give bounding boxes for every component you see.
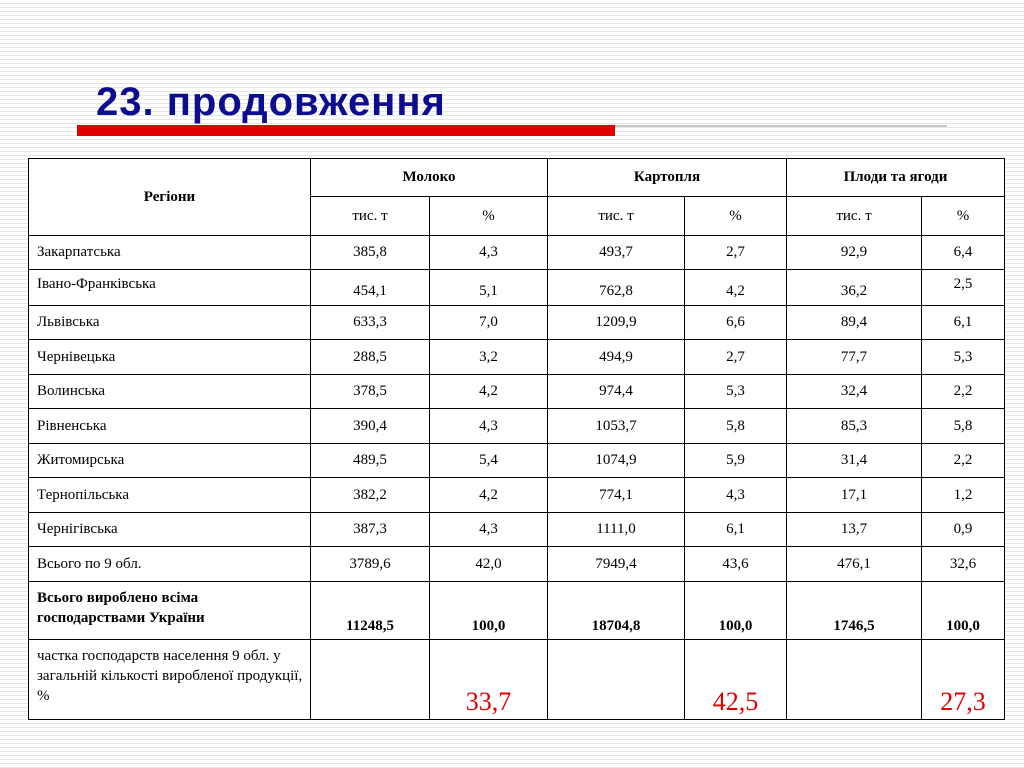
value-cell: 17,1 — [787, 478, 922, 513]
value-cell: 489,5 — [311, 444, 430, 478]
region-cell: Івано-Франківська — [29, 270, 311, 306]
value-cell: 5,3 — [685, 375, 787, 409]
value-cell: 2,7 — [685, 340, 787, 375]
value-cell: 4,3 — [430, 236, 548, 270]
region-cell: Львівська — [29, 306, 311, 340]
total-value-cell: 18704,8 — [548, 582, 685, 640]
value-cell: 77,7 — [787, 340, 922, 375]
value-cell: 13,7 — [787, 513, 922, 547]
share-row — [29, 640, 1005, 720]
value-cell: 5,1 — [430, 270, 548, 306]
table-row — [29, 270, 1005, 306]
unit-header: % — [685, 197, 787, 236]
value-cell: 494,9 — [548, 340, 685, 375]
region-cell: Закарпатська — [29, 236, 311, 270]
table-row — [29, 513, 1005, 547]
empty-cell — [787, 640, 922, 720]
region-header: Регіони — [29, 159, 311, 236]
value-cell: 6,1 — [685, 513, 787, 547]
title-underline-gray — [615, 125, 947, 127]
total-row-label: Всього вироблено всіма господарствами України — [29, 582, 311, 640]
total-value-cell: 100,0 — [430, 582, 548, 640]
value-cell: 4,2 — [430, 478, 548, 513]
value-cell: 2,2 — [922, 375, 1005, 409]
value-cell: 774,1 — [548, 478, 685, 513]
value-cell: 7949,4 — [548, 547, 685, 582]
value-cell: 36,2 — [787, 270, 922, 306]
region-cell: Волинська — [29, 375, 311, 409]
value-cell: 1053,7 — [548, 409, 685, 444]
group-header-fruits: Плоди та ягоди — [787, 159, 1005, 197]
value-cell: 5,9 — [685, 444, 787, 478]
value-cell: 6,6 — [685, 306, 787, 340]
table-row — [29, 375, 1005, 409]
unit-header: тис. т — [548, 197, 685, 236]
value-cell: 92,9 — [787, 236, 922, 270]
value-cell: 378,5 — [311, 375, 430, 409]
share-value-milk: 33,7 — [430, 640, 548, 720]
total-value-cell: 1746,5 — [787, 582, 922, 640]
slide-title: 23. продовження — [96, 80, 446, 124]
value-cell: 3789,6 — [311, 547, 430, 582]
total-value-cell: 100,0 — [685, 582, 787, 640]
value-cell: 4,3 — [430, 513, 548, 547]
value-cell: 974,4 — [548, 375, 685, 409]
value-cell: 89,4 — [787, 306, 922, 340]
value-cell: 31,4 — [787, 444, 922, 478]
value-cell: 32,4 — [787, 375, 922, 409]
value-cell: 382,2 — [311, 478, 430, 513]
total-value-cell: 100,0 — [922, 582, 1005, 640]
table-row — [29, 340, 1005, 375]
value-cell: 6,1 — [922, 306, 1005, 340]
region-cell: Тернопільська — [29, 478, 311, 513]
value-cell: 1111,0 — [548, 513, 685, 547]
value-cell: 2,7 — [685, 236, 787, 270]
title-underline-red — [77, 125, 615, 136]
table-row — [29, 444, 1005, 478]
value-cell: 5,3 — [922, 340, 1005, 375]
value-cell: 85,3 — [787, 409, 922, 444]
value-cell: 2,2 — [922, 444, 1005, 478]
value-cell: 288,5 — [311, 340, 430, 375]
value-cell: 5,8 — [685, 409, 787, 444]
table-row — [29, 306, 1005, 340]
value-cell: 385,8 — [311, 236, 430, 270]
header-row-groups — [29, 159, 1005, 197]
value-cell: 4,3 — [685, 478, 787, 513]
share-value-potato: 42,5 — [685, 640, 787, 720]
value-cell: 633,3 — [311, 306, 430, 340]
value-cell: 762,8 — [548, 270, 685, 306]
value-cell: 7,0 — [430, 306, 548, 340]
value-cell: 43,6 — [685, 547, 787, 582]
value-cell: 5,8 — [922, 409, 1005, 444]
value-cell: 387,3 — [311, 513, 430, 547]
unit-header: тис. т — [311, 197, 430, 236]
value-cell: 476,1 — [787, 547, 922, 582]
region-cell: Чернігівська — [29, 513, 311, 547]
value-cell: 0,9 — [922, 513, 1005, 547]
empty-cell — [548, 640, 685, 720]
value-cell: 42,0 — [430, 547, 548, 582]
total-value-cell: 11248,5 — [311, 582, 430, 640]
unit-header: тис. т — [787, 197, 922, 236]
production-table — [28, 158, 1005, 720]
region-cell: Всього по 9 обл. — [29, 547, 311, 582]
value-cell: 2,5 — [922, 270, 1005, 306]
value-cell: 4,2 — [685, 270, 787, 306]
value-cell: 454,1 — [311, 270, 430, 306]
value-cell: 1,2 — [922, 478, 1005, 513]
group-header-potato: Картопля — [548, 159, 787, 197]
value-cell: 1209,9 — [548, 306, 685, 340]
value-cell: 4,2 — [430, 375, 548, 409]
region-cell: Житомирська — [29, 444, 311, 478]
share-row-label: частка господарств населення 9 обл. у загальній кількості виробленої продукції, % — [29, 640, 311, 720]
value-cell: 390,4 — [311, 409, 430, 444]
region-cell: Чернівецька — [29, 340, 311, 375]
unit-header: % — [430, 197, 548, 236]
value-cell: 1074,9 — [548, 444, 685, 478]
table-row — [29, 547, 1005, 582]
unit-header: % — [922, 197, 1005, 236]
table-row — [29, 478, 1005, 513]
empty-cell — [311, 640, 430, 720]
value-cell: 3,2 — [430, 340, 548, 375]
table-row — [29, 236, 1005, 270]
value-cell: 5,4 — [430, 444, 548, 478]
share-value-fruits: 27,3 — [922, 640, 1005, 720]
value-cell: 6,4 — [922, 236, 1005, 270]
region-cell: Рівненська — [29, 409, 311, 444]
value-cell: 4,3 — [430, 409, 548, 444]
value-cell: 493,7 — [548, 236, 685, 270]
total-row — [29, 582, 1005, 640]
value-cell: 32,6 — [922, 547, 1005, 582]
table-row — [29, 409, 1005, 444]
group-header-milk: Молоко — [311, 159, 548, 197]
